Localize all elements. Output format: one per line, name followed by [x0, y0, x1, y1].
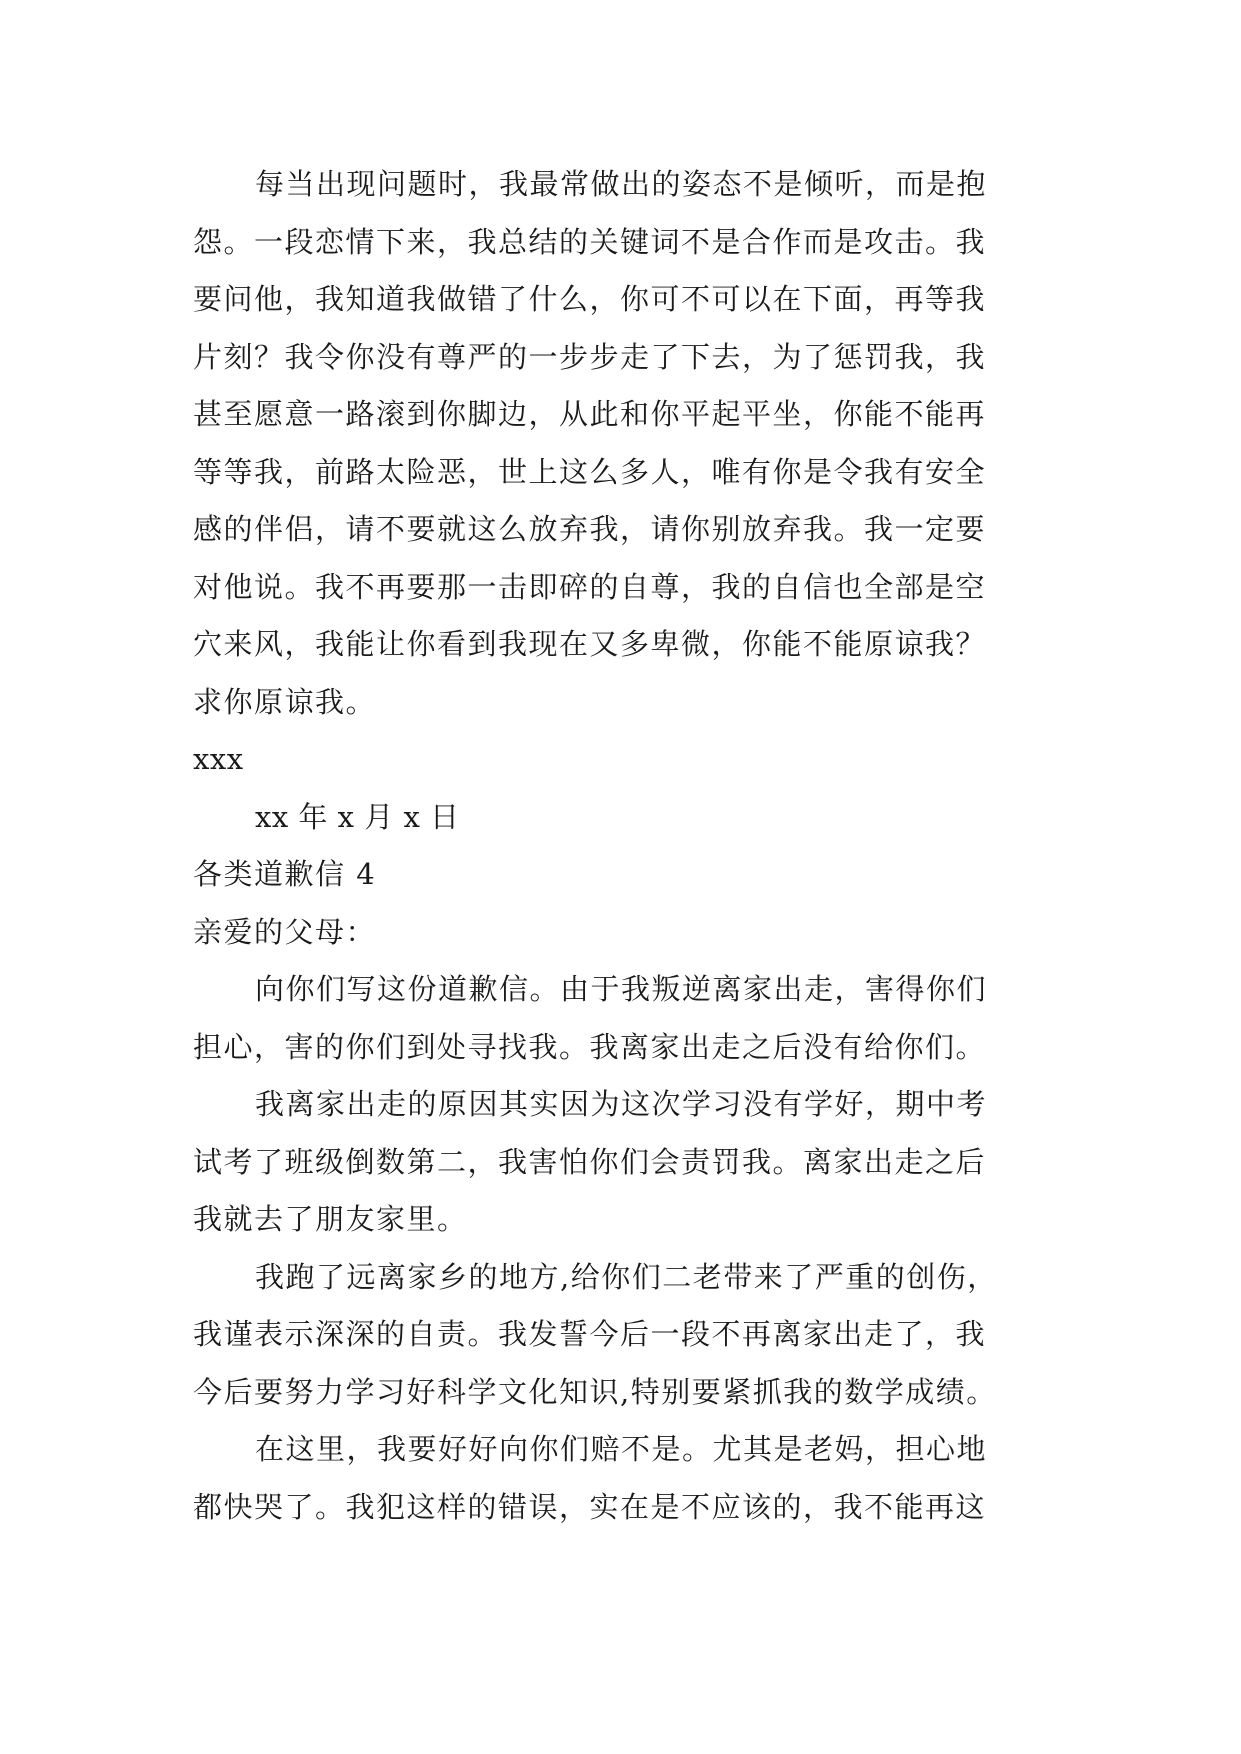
paragraph-line: 求你原谅我。 — [193, 684, 377, 719]
paragraph-line: 片刻？我令你没有尊严的一步步走了下去，为了惩罚我，我 — [193, 339, 987, 374]
paragraph-line: 试考了班级倒数第二，我害怕你们会责罚我。离家出走之后 — [193, 1144, 987, 1179]
paragraph-line: 我谨表示深深的自责。我发誓今后一段不再离家出走了，我 — [193, 1317, 987, 1351]
paragraph-line: 向你们写这份道歉信。由于我叛逆离家出走，害得你们 — [255, 972, 988, 1006]
paragraph-line: 我跑了远离家乡的地方,给你们二老带来了严重的创伤， — [255, 1259, 998, 1294]
document-body — [193, 156, 1053, 1536]
date-line: xx 年 x 月 x 日 — [255, 799, 460, 834]
paragraph-line: 要问他，我知道我做错了什么，你可不可以在下面，再等我 — [193, 282, 987, 316]
paragraph-line: 甚至愿意一路滚到你脚边，从此和你平起平坐，你能不能再 — [193, 397, 987, 431]
paragraph-line: 每当出现问题时，我最常做出的姿态不是倾听，而是抱 — [255, 167, 988, 201]
paragraph-line: 我离家出走的原因其实因为这次学习没有学好，期中考 — [255, 1087, 988, 1121]
paragraph-line: 感的伴侣，请不要就这么放弃我，请你别放弃我。我一定要 — [193, 512, 987, 546]
paragraph-line: 担心，害的你们到处寻找我。我离家出走之后没有给你们。 — [193, 1029, 987, 1064]
section-heading: 各类道歉信 4 — [193, 857, 377, 891]
paragraph-line: 今后要努力学习好科学文化知识,特别要紧抓我的数学成绩。 — [193, 1374, 997, 1409]
paragraph-line: 怨。一段恋情下来，我总结的关键词不是合作而是攻击。我 — [193, 224, 987, 259]
salutation: 亲爱的父母： — [193, 914, 377, 949]
paragraph-line: 都快哭了。我犯这样的错误，实在是不应该的，我不能再这 — [193, 1489, 987, 1524]
paragraph-line: 对他说。我不再要那一击即碎的自尊，我的自信也全部是空 — [193, 569, 987, 604]
signature: xxx — [193, 742, 244, 776]
paragraph-line: 穴来风，我能让你看到我现在又多卑微，你能不能原谅我？ — [193, 627, 987, 661]
paragraph-line: 等等我，前路太险恶，世上这么多人，唯有你是令我有安全 — [193, 454, 987, 489]
paragraph-line: 在这里，我要好好向你们赔不是。尤其是老妈，担心地 — [255, 1432, 988, 1466]
paragraph-line: 我就去了朋友家里。 — [193, 1202, 468, 1236]
